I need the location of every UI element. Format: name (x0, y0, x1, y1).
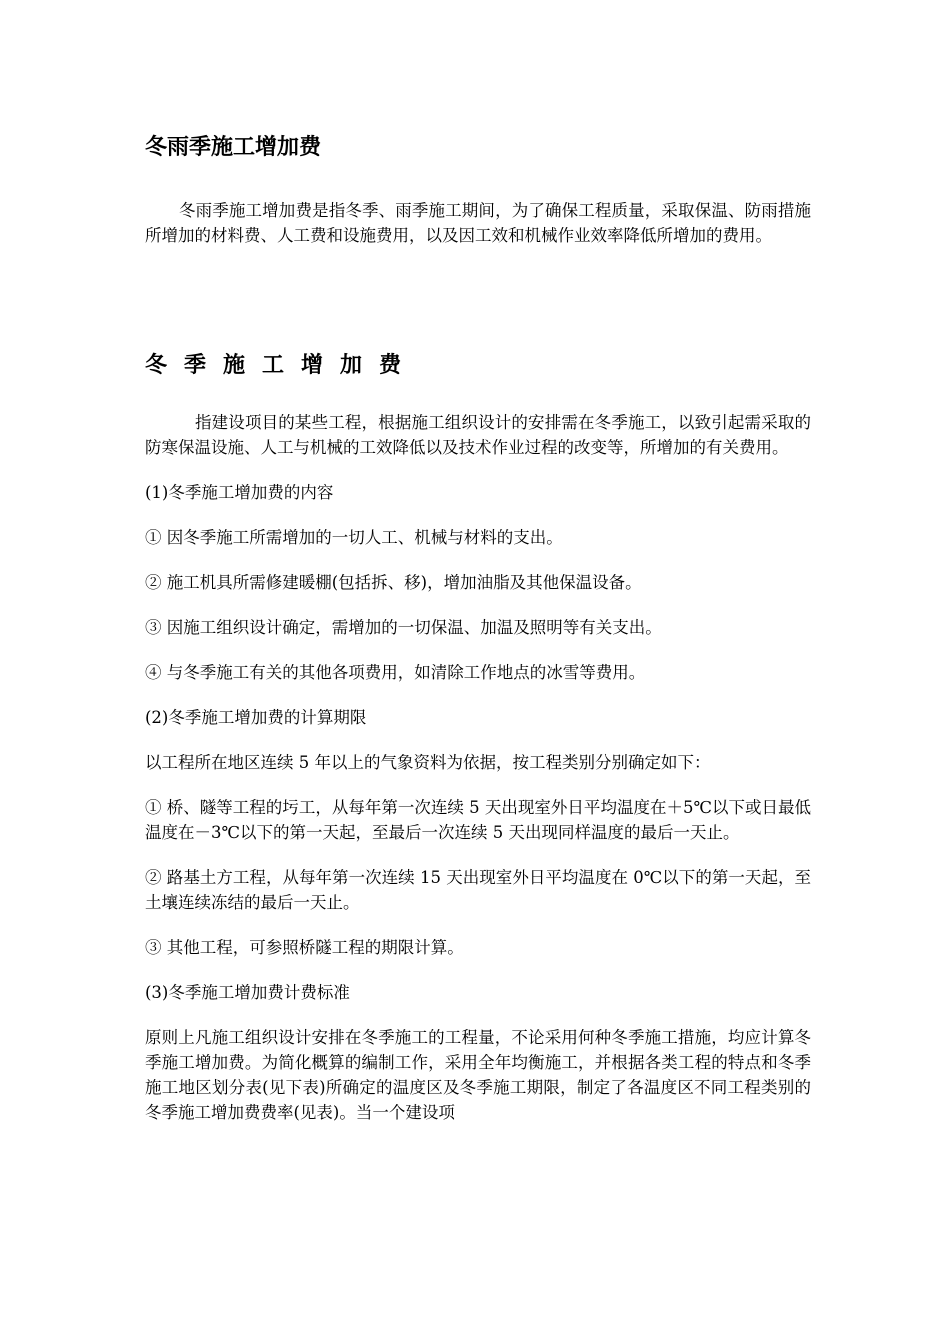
content-item-4: ④ 与冬季施工有关的其他各项费用，如清除工作地点的冰雪等费用。 (145, 663, 646, 682)
period-item-2: ② 路基土方工程，从每年第一次连续 15 天出现室外日平均温度在 0℃以下的第一天起，至土壤连续冻结的最后一天止。 (145, 868, 811, 912)
definition-paragraph: 指建设项目的某些工程，根据施工组织设计的安排需在冬季施工，以致引起需采取的防寒保温设施、人工与机械的工效降低以及技术作业过程的改变等，所增加的有关费用。 (145, 413, 811, 457)
section-title-winter: 冬季施工增加费 (145, 353, 419, 378)
heading-standard: (3)冬季施工增加费计费标准 (145, 983, 350, 1002)
heading-period: (2)冬季施工增加费的计算期限 (145, 708, 367, 727)
winter-section-body (145, 410, 811, 1145)
heading-content: (1)冬季施工增加费的内容 (145, 483, 334, 502)
intro-paragraph: 冬雨季施工增加费是指冬季、雨季施工期间，为了确保工程质量，采取保温、防雨措施所增加的材料费、人工费和设施费用，以及因工效和机械作业效率降低所增加的费用。 (145, 201, 811, 245)
period-item-1: ① 桥、隧等工程的圬工，从每年第一次连续 5 天出现室外日平均温度在＋5℃以下或日最低温度在－3℃以下的第一天起，至最后一次连续 5 天出现同样温度的最后一天止。 (145, 798, 811, 842)
period-basis-paragraph: 以工程所在地区连续 5 年以上的气象资料为依据，按工程类别分别确定如下： (145, 753, 711, 772)
standard-paragraph: 原则上凡施工组织设计安排在冬季施工的工程量，不论采用何种冬季施工措施，均应计算冬季施工增加费。为简化概算的编制工作，采用全年均衡施工，并根据各类工程的特点和冬季施工地区划分表(见下表)所确定的温度区及冬季施工期限，制定了各温度区不同工程类别的冬季施工增加费费率(见表)。当一个建设项 (145, 1028, 811, 1122)
period-item-3: ③ 其他工程，可参照桥隧工程的期限计算。 (145, 938, 464, 957)
content-item-3: ③ 因施工组织设计确定，需增加的一切保温、加温及照明等有关支出。 (145, 618, 662, 637)
content-item-2: ② 施工机具所需修建暖棚(包括拆、移)，增加油脂及其他保温设备。 (145, 573, 642, 592)
section-title-winter-rain: 冬雨季施工增加费 (145, 135, 322, 160)
content-item-1: ① 因冬季施工所需增加的一切人工、机械与材料的支出。 (145, 528, 563, 547)
